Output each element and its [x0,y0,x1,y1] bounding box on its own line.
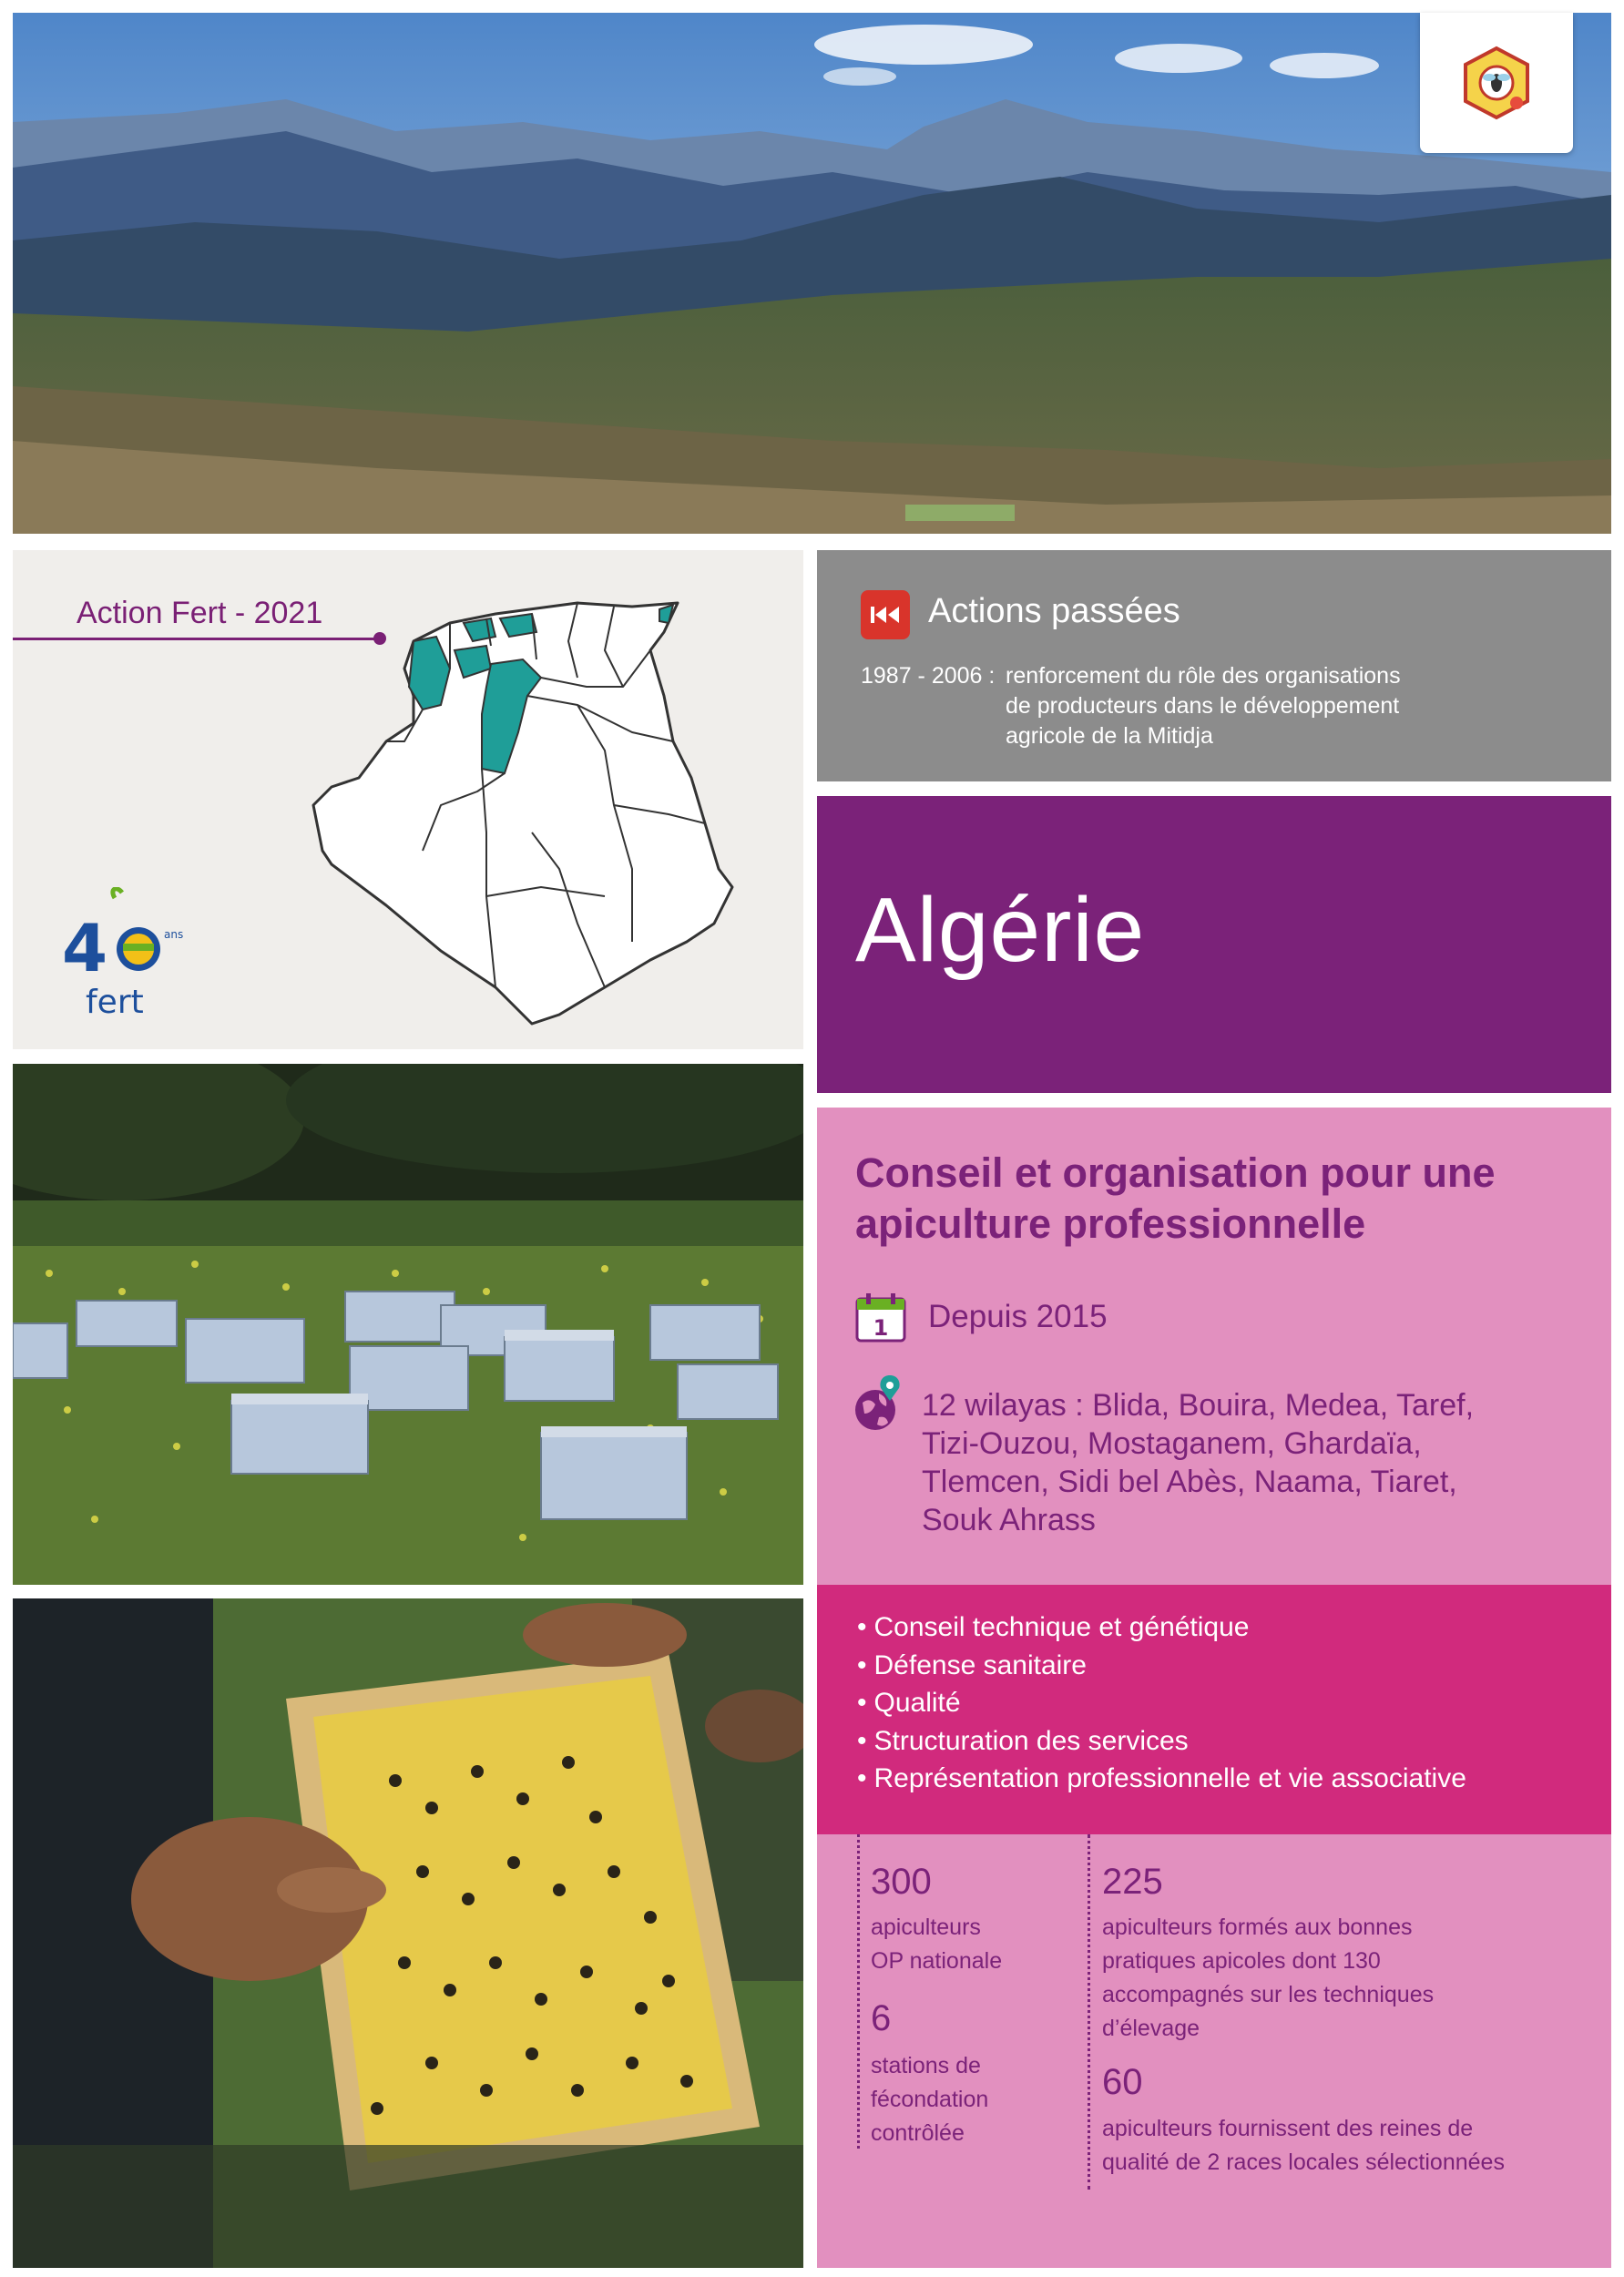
project-wilayas: 12 wilayas : Blida, Bouira, Medea, Taref, Tizi-Ouzou, Mostaganem, Ghardaïa, Tlemcen, Sidi bel Abès, Naama, Tiaret, Souk Ahrass [922,1388,1475,1537]
past-actions-date: 1987 - 2006 : [861,663,996,689]
activities-list [857,1608,1466,1798]
stat-value-reines: 60 [1102,2062,1143,2102]
list-item: • Conseil technique et génétique [857,1608,1466,1647]
logo-brand: fert [86,984,144,1021]
stat-label-apiculteurs: apiculteurs OP nationale [871,1915,1003,1974]
ana-bee-logo-icon [1458,45,1535,121]
stat-label-stations: stations de fécondation contrôlée [871,2053,989,2146]
partner-logo [1420,13,1573,153]
project-since: Depuis 2015 [928,1299,1108,1334]
svg-text:4: 4 [62,910,108,986]
globe-location-icon [852,1373,906,1434]
map-panel [13,550,803,1049]
beehives-field-photo [13,1064,803,1585]
fert-40-ans-logo [58,887,204,1024]
past-actions-panel [817,550,1611,781]
algeria-map [304,596,741,1033]
list-item: • Défense sanitaire [857,1647,1466,1685]
header-landscape-photo [13,13,1611,534]
list-item: • Représentation professionnelle et vie associative [857,1760,1466,1798]
project-title: Conseil et organisation pour une apiculture professionnelle [855,1149,1496,1247]
country-panel [817,796,1611,1093]
calendar-icon [855,1293,906,1343]
stat-value-stations: 6 [871,1998,892,2038]
stats-panel [817,1834,1611,2268]
action-label: Action Fert - 2021 [77,596,323,630]
country-name: Algérie [855,879,1146,981]
calendar-day: 1 [873,1315,889,1341]
past-actions-description: renforcement du rôle des organisations de producteurs dans le développement agricole de la Mitidja [1006,663,1401,749]
list-item: • Qualité [857,1684,1466,1722]
bee-frame-photo [13,1598,803,2268]
stats-divider-right [1088,1834,1090,2190]
rewind-icon [861,590,910,639]
stat-value-formes: 225 [1102,1862,1163,1902]
stat-label-reines: apiculteurs fournissent des reines de qualité de 2 races locales sélectionnées [1102,2116,1505,2175]
past-actions-title: Actions passées [928,592,1180,630]
stat-value-apiculteurs: 300 [871,1862,932,1902]
logo-suffix: ans [164,928,184,941]
list-item: • Structuration des services [857,1722,1466,1761]
project-panel [817,1108,1611,1585]
activities-panel [817,1585,1611,1834]
stats-divider-left [857,1834,860,2149]
stat-label-formes: apiculteurs formés aux bonnes pratiques apicoles dont 130 accompagnés sur les techniques d’élevage [1102,1915,1435,2041]
